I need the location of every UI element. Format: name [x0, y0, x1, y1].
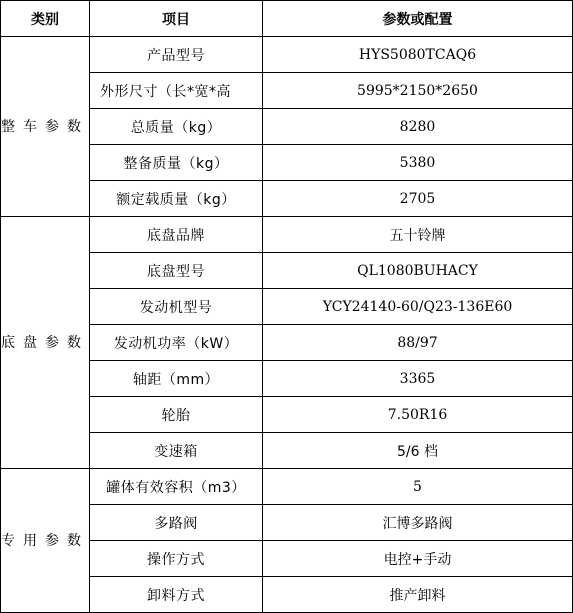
- row-value: QL1080BUHACY: [263, 253, 573, 289]
- row-item: 轴距（mm）: [90, 361, 263, 397]
- row-value: 5: [263, 469, 573, 505]
- row-value: 5/6 档: [263, 433, 573, 469]
- row-item: 发动机型号: [90, 289, 263, 325]
- row-value: 8280: [263, 109, 573, 145]
- row-value: 汇博多路阀: [263, 505, 573, 541]
- row-item: 多路阀: [90, 505, 263, 541]
- category-special: 专用参数: [1, 469, 90, 613]
- row-item: 总质量（kg）: [90, 109, 263, 145]
- row-value: 五十铃牌: [263, 217, 573, 253]
- row-item: 变速箱: [90, 433, 263, 469]
- row-value: 7.50R16: [263, 397, 573, 433]
- row-item: 产品型号: [90, 37, 263, 73]
- row-value: 3365: [263, 361, 573, 397]
- row-value: HYS5080TCAQ6: [263, 37, 573, 73]
- row-value: 5380: [263, 145, 573, 181]
- row-value: 5995*2150*2650: [263, 73, 573, 109]
- row-value: 电控+手动: [263, 541, 573, 577]
- category-vehicle: 整车参数: [1, 37, 90, 217]
- row-item: 操作方式: [90, 541, 263, 577]
- row-item: 卸料方式: [90, 577, 263, 613]
- row-item: 底盘品牌: [90, 217, 263, 253]
- row-item: 外形尺寸（长*宽*高: [90, 73, 263, 109]
- row-value: 88/97: [263, 325, 573, 361]
- header-value: 参数或配置: [263, 1, 573, 37]
- table-row: [1, 37, 573, 73]
- table-row: [1, 469, 573, 505]
- row-item: 底盘型号: [90, 253, 263, 289]
- category-chassis: 底盘参数: [1, 217, 90, 469]
- row-item: 轮胎: [90, 397, 263, 433]
- row-item: 罐体有效容积（m3）: [90, 469, 263, 505]
- table-row: [1, 217, 573, 253]
- row-value: 2705: [263, 181, 573, 217]
- row-value: YCY24140-60/Q23-136E60: [263, 289, 573, 325]
- row-item: 整备质量（kg）: [90, 145, 263, 181]
- row-value: 推产卸料: [263, 577, 573, 613]
- header-category: 类别: [1, 1, 90, 37]
- row-item: 额定载质量（kg）: [90, 181, 263, 217]
- header-row: [1, 1, 573, 37]
- header-item: 项目: [90, 1, 263, 37]
- row-item: 发动机功率（kW）: [90, 325, 263, 361]
